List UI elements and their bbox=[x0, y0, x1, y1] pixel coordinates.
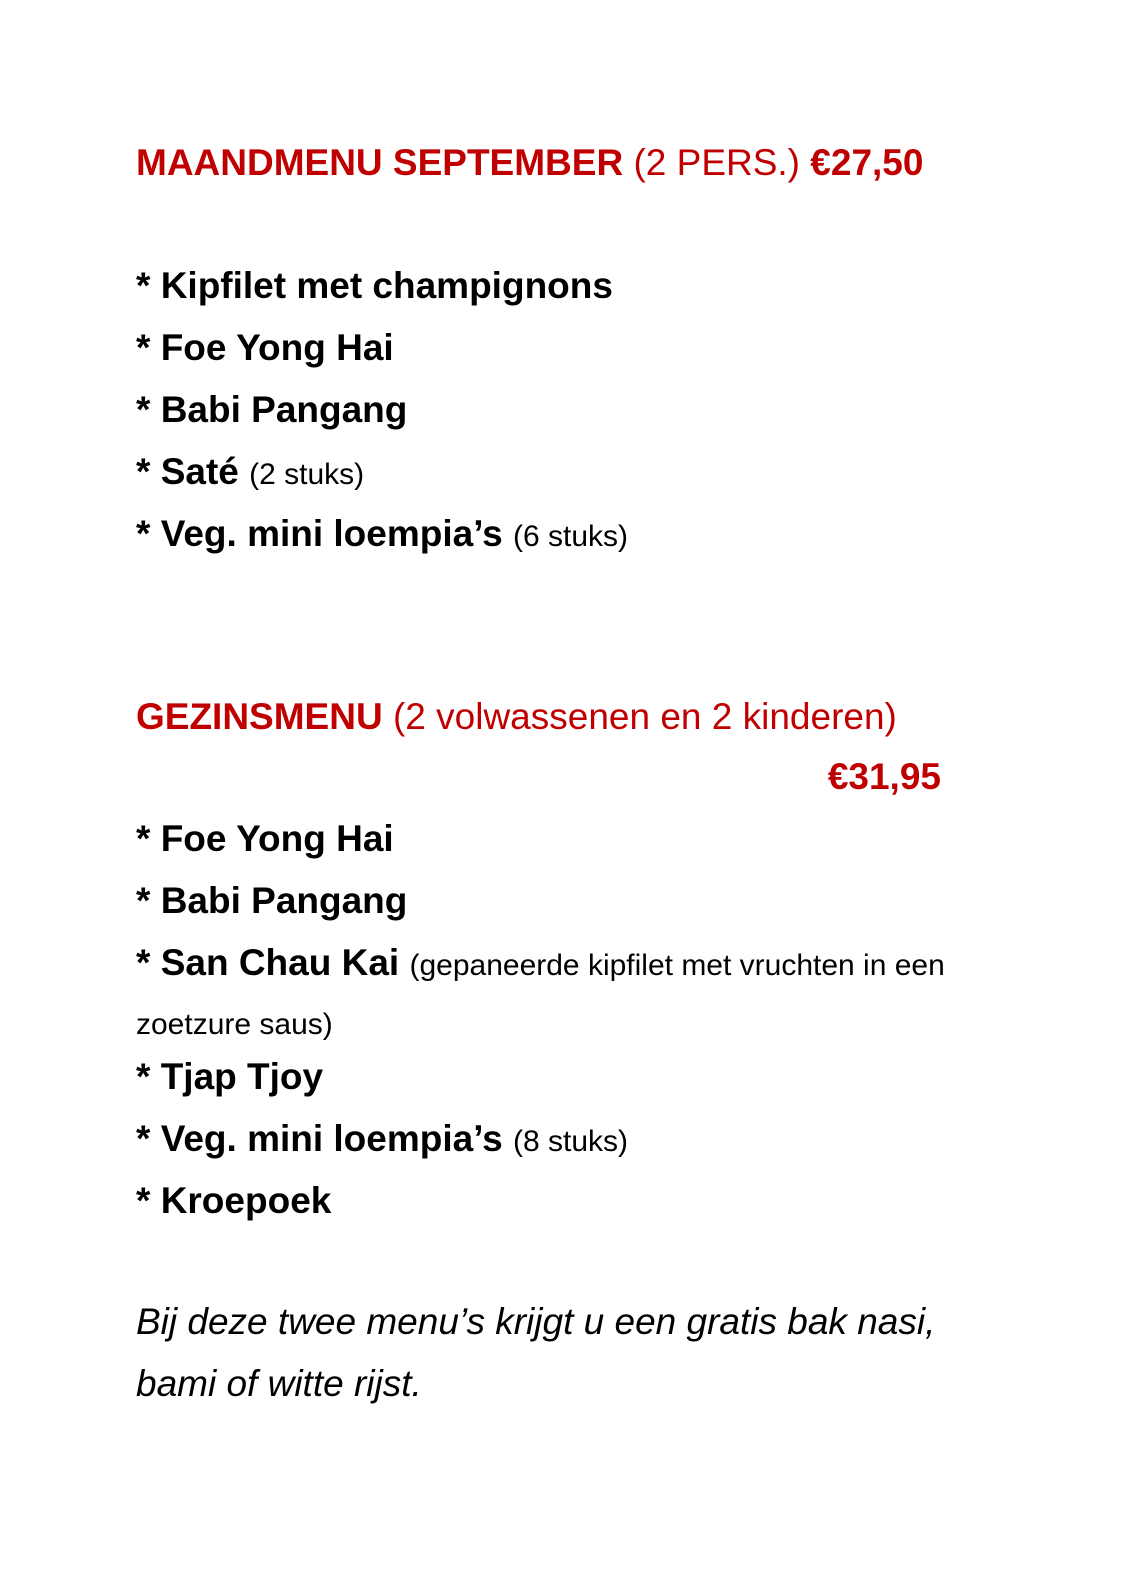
menu2-item bbox=[136, 935, 986, 1053]
menu2-title: GEZINSMENU bbox=[136, 696, 383, 737]
bullet-star: * bbox=[136, 818, 151, 859]
dish-name: Babi Pangang bbox=[160, 389, 408, 430]
bullet-star: * bbox=[136, 389, 151, 430]
menu2-heading bbox=[136, 695, 897, 739]
dish-note: (6 stuks) bbox=[512, 520, 629, 553]
menu2-item bbox=[136, 1055, 323, 1099]
menu2-item bbox=[136, 1179, 331, 1223]
dish-name: Kipfilet met champignons bbox=[160, 265, 613, 306]
menu1-item bbox=[136, 326, 394, 370]
bullet-star: * bbox=[136, 942, 151, 983]
dish-name: Foe Yong Hai bbox=[160, 327, 394, 368]
bullet-star: * bbox=[136, 1056, 151, 1097]
dish-name: San Chau Kai bbox=[160, 942, 400, 983]
menu2-item bbox=[136, 817, 394, 861]
menu2-price: €31,95 bbox=[827, 756, 941, 797]
dish-name: Saté bbox=[160, 451, 239, 492]
bullet-star: * bbox=[136, 1180, 151, 1221]
dish-name: Babi Pangang bbox=[160, 880, 408, 921]
menu1-price: €27,50 bbox=[810, 142, 924, 183]
menu2-item bbox=[136, 1117, 628, 1164]
dish-name: Foe Yong Hai bbox=[160, 818, 394, 859]
menu1-item bbox=[136, 450, 364, 497]
dish-note: (2 stuks) bbox=[249, 458, 365, 491]
menu2-item bbox=[136, 879, 407, 923]
bullet-star: * bbox=[136, 880, 151, 921]
bullet-star: * bbox=[136, 1118, 151, 1159]
menu1-item bbox=[136, 512, 628, 559]
dish-name: Kroepoek bbox=[160, 1180, 332, 1221]
dish-name: Veg. mini loempia’s bbox=[160, 1118, 503, 1159]
footer-note: Bij deze twee menu’s krijgt u een gratis bak nasi, bami of witte rijst. bbox=[136, 1301, 936, 1404]
dish-note: (gepaneerde kipfilet met vruchten in een zoetzure saus) bbox=[136, 949, 945, 1041]
dish-name: Tjap Tjoy bbox=[160, 1056, 324, 1097]
bullet-star: * bbox=[136, 451, 151, 492]
bullet-star: * bbox=[136, 513, 151, 554]
menu2-persons: (2 volwassenen en 2 kinderen) bbox=[392, 696, 897, 737]
menu1-item bbox=[136, 264, 613, 308]
menu1-item bbox=[136, 388, 407, 432]
bullet-star: * bbox=[136, 265, 151, 306]
menu1-persons: (2 PERS.) bbox=[633, 142, 801, 183]
dish-note: (8 stuks) bbox=[512, 1125, 629, 1158]
menu1-heading bbox=[136, 141, 923, 185]
dish-name: Veg. mini loempia’s bbox=[160, 513, 503, 554]
bullet-star: * bbox=[136, 327, 151, 368]
menu1-title: MAANDMENU SEPTEMBER bbox=[136, 142, 624, 183]
